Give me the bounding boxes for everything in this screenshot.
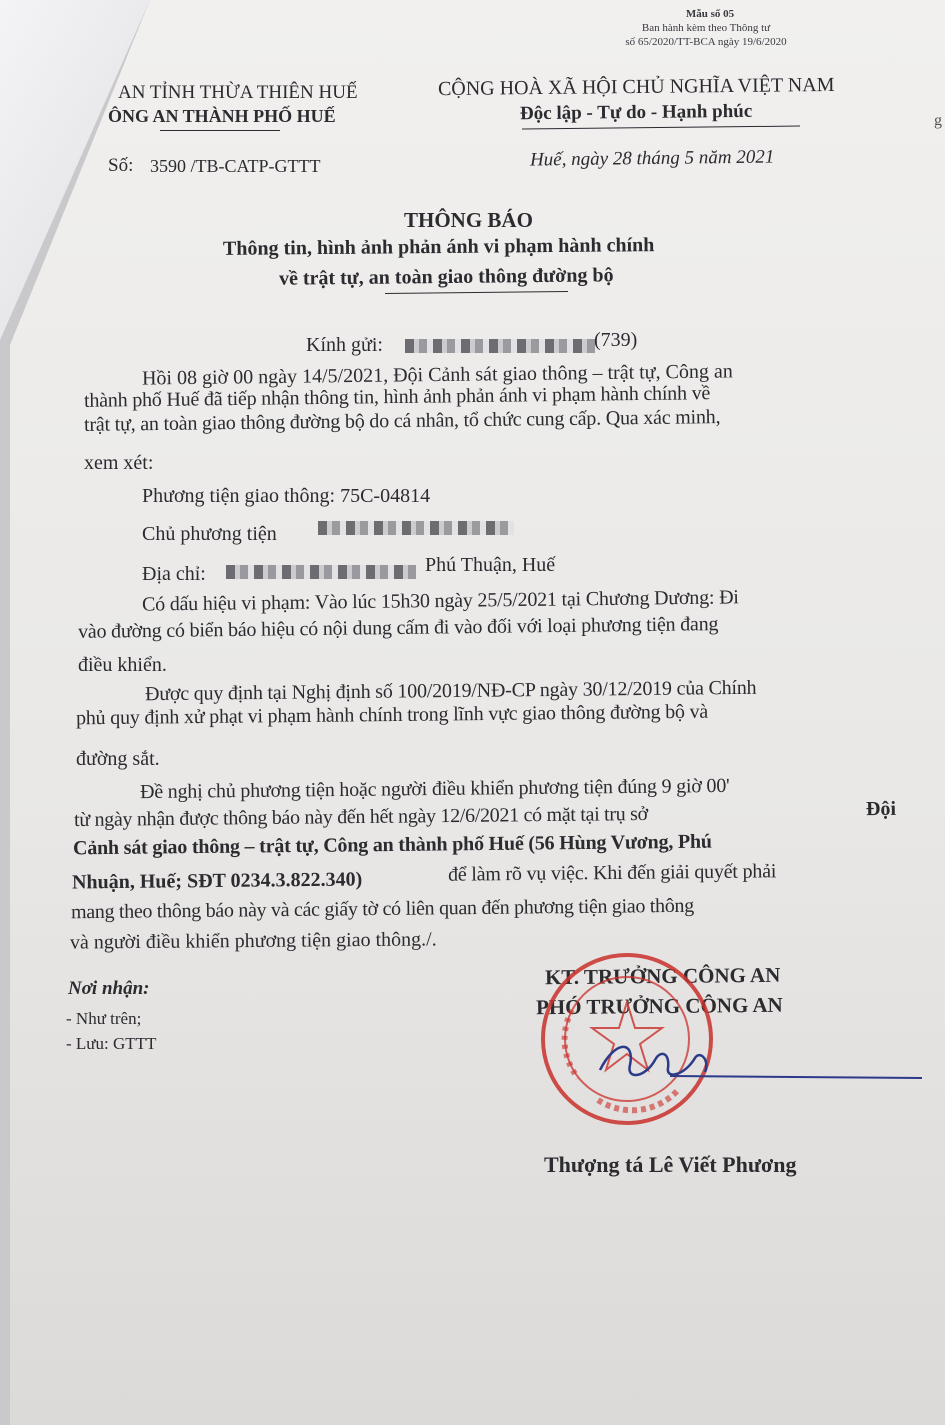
text-line: từ ngày nhận được thông báo này đến hết ngày 12/6/2021 có mặt tại trụ sở — [73, 802, 648, 832]
place-date: Huế, ngày 28 tháng 5 năm 2021 — [529, 146, 775, 171]
vehicle-plate: Phương tiện giao thông: 75C-04814 — [142, 485, 431, 507]
signature-title-2: PHÓ TRƯỞNG CÔNG AN — [535, 992, 783, 1020]
text-line: Đề nghị chủ phương tiện hoặc người điều khiển phương tiện đúng 9 giờ 00' — [139, 774, 730, 804]
address-suffix: Phú Thuận, Huế — [425, 554, 556, 576]
text-line: Hồi 08 giờ 00 ngày 14/5/2021, Đội Cảnh sát giao thông – trật tự, Công an — [141, 360, 733, 390]
text-line: đường sắt. — [76, 748, 160, 770]
national-title: CỘNG HOÀ XÃ HỘI CHỦ NGHĨA VIỆT NAM — [437, 73, 835, 101]
recipients-item: - Như trên; — [66, 1009, 142, 1028]
text-line: và người điều khiển phương tiện giao thông./. — [69, 928, 437, 954]
text-line: để làm rõ vụ việc. Khi đến giải quyết phải — [447, 860, 777, 886]
form-circular: số 65/2020/TT-BCA ngày 19/6/2020 — [625, 36, 787, 48]
document-number: 3590 /TB-CATP-GTTT — [150, 156, 321, 176]
recipients-item: - Lưu: GTTT — [66, 1034, 157, 1053]
handwritten-signature — [560, 1030, 930, 1090]
text-line-bold: Nhuận, Huế; SĐT 0234.3.822.340) — [71, 868, 363, 894]
owner-label: Chủ phương tiện — [142, 523, 277, 545]
signature-title-1: KT. TRƯỞNG CÔNG AN — [544, 962, 781, 990]
redacted-address — [226, 565, 416, 579]
text-line: vào đường có biển báo hiệu có nội dung cấm đi vào đối với loại phương tiện đang — [77, 613, 719, 643]
text-line: xem xét: — [84, 452, 154, 474]
text-line: Có dấu hiệu vi phạm: Vào lúc 15h30 ngày 25/5/2021 tại Chương Dương: Đi — [141, 586, 739, 616]
text-line-bold: Đội — [865, 797, 897, 821]
document-subtitle-2: về trật tự, an toàn giao thông đường bộ — [278, 264, 614, 290]
recipients-title: Nơi nhận: — [68, 978, 150, 999]
text-line: thành phố Huế đã tiếp nhận thông tin, hình ảnh phản ánh vi phạm hành chính về — [83, 382, 711, 412]
text-line: trật tự, an toàn giao thông đường bộ do cá nhân, tổ chức cung cấp. Qua xác minh, — [83, 406, 721, 436]
text-line: Được quy định tại Nghị định số 100/2019/NĐ-CP ngày 30/12/2019 của Chính — [144, 676, 757, 706]
redacted-owner-name — [318, 521, 514, 535]
form-issued-by: Ban hành kèm theo Thông tư — [641, 22, 771, 34]
national-motto: Độc lập - Tự do - Hạnh phúc — [519, 100, 753, 125]
agency-underline — [160, 130, 280, 131]
signer-name: Thượng tá Lê Viết Phương — [544, 1152, 797, 1177]
recipient-label: Kính gửi: — [306, 334, 383, 356]
recipient-suffix: (739) — [594, 329, 638, 351]
redacted-recipient-name — [405, 339, 595, 353]
text-line: điều khiển. — [78, 654, 167, 676]
text-line-bold: Cảnh sát giao thông – trật tự, Công an thành phố Huế (56 Hùng Vương, Phú — [72, 830, 712, 860]
text-line: phủ quy định xử phạt vi phạm hành chính trong lĩnh vực giao thông đường bộ và — [75, 700, 709, 730]
agency-line-2: ÔNG AN THÀNH PHỐ HUẾ — [108, 106, 336, 126]
agency-line-1: AN TỈNH THỪA THIÊN HUẾ — [118, 82, 358, 103]
address-label: Địa chỉ: — [142, 563, 206, 585]
text-line: mang theo thông báo này và các giấy tờ có liên quan đến phương tiện giao thông — [70, 894, 694, 924]
form-number: Mẫu số 05 — [685, 8, 735, 20]
edge-mark: g — [934, 112, 942, 129]
document-subtitle-1: Thông tin, hình ảnh phản ánh vi phạm hành chính — [222, 234, 655, 260]
document-number-label: Số: — [108, 155, 134, 176]
document-title: THÔNG BÁO — [404, 208, 533, 232]
